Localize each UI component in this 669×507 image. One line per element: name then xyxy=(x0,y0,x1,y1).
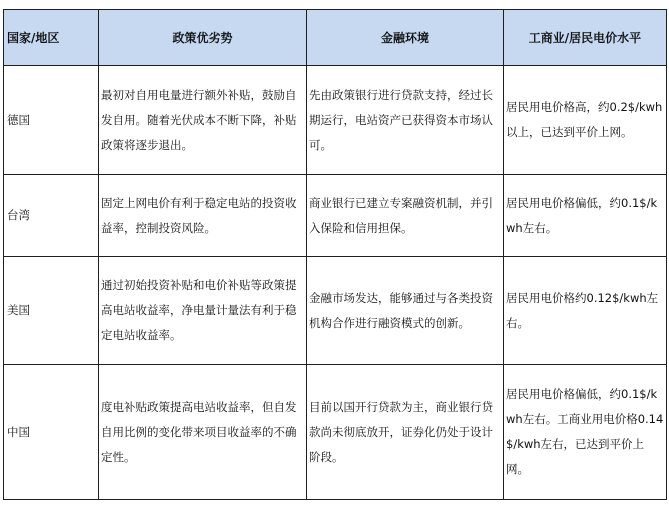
region-cell: 美国 xyxy=(4,257,99,365)
header-policy: 政策优劣势 xyxy=(99,10,307,66)
header-region: 国家/地区 xyxy=(4,10,99,66)
policy-cell: 度电补贴政策提高电站收益率，但自发自用比例的变化带来项目收益率的不确定性。 xyxy=(99,365,307,500)
header-row xyxy=(4,10,667,66)
price-cell: 居民用电价格偏低，约0.1$/kwh左右。工商业用电价格0.14$/kwh左右，已达到平价上网。 xyxy=(504,365,667,500)
table-row xyxy=(4,175,667,257)
region-cell: 德国 xyxy=(4,66,99,175)
table-row xyxy=(4,257,667,365)
finance-cell: 先由政策银行进行贷款支持，经过长期运行，电站资产已获得资本市场认可。 xyxy=(307,66,504,175)
header-finance: 金融环境 xyxy=(307,10,504,66)
policy-cell: 固定上网电价有利于稳定电站的投资收益率，控制投资风险。 xyxy=(99,175,307,257)
policy-cell: 通过初始投资补贴和电价补贴等政策提高电站收益率，净电量计量法有利于稳定电站收益率。 xyxy=(99,257,307,365)
region-cell: 台湾 xyxy=(4,175,99,257)
table-row xyxy=(4,66,667,175)
header-price: 工商业/居民电价水平 xyxy=(504,10,667,66)
comparison-table xyxy=(3,9,667,500)
finance-cell: 金融市场发达，能够通过与各类投资机构合作进行融资模式的创新。 xyxy=(307,257,504,365)
policy-cell: 最初对自用电量进行额外补贴，鼓励自发自用。随着光伏成本不断下降，补贴政策将逐步退出。 xyxy=(99,66,307,175)
price-cell: 居民用电价格约0.12$/kwh左右。 xyxy=(504,257,667,365)
finance-cell: 商业银行已建立专案融资机制，并引入保险和信用担保。 xyxy=(307,175,504,257)
price-cell: 居民用电价格偏低，约0.1$/kwh左右。 xyxy=(504,175,667,257)
price-cell: 居民用电价格高，约0.2$/kwh以上，已达到平价上网。 xyxy=(504,66,667,175)
finance-cell: 目前以国开行贷款为主，商业银行贷款尚未彻底放开，证券化仍处于设计阶段。 xyxy=(307,365,504,500)
table-row xyxy=(4,365,667,500)
region-cell: 中国 xyxy=(4,365,99,500)
